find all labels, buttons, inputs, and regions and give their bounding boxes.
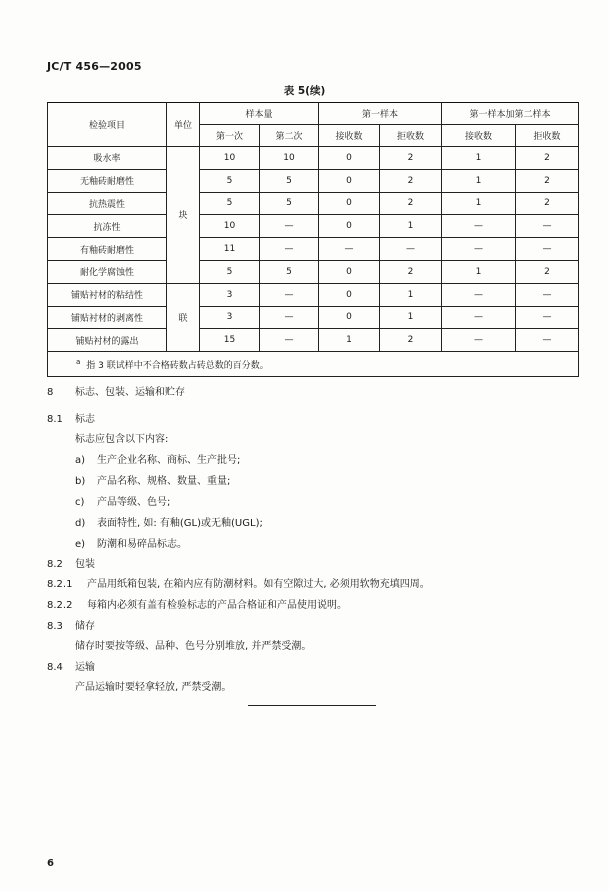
cell-n2: —: [260, 238, 319, 261]
cell-r1: —: [380, 238, 442, 261]
section-8-3-heading: [47, 617, 95, 632]
row-item: 抗热震性: [48, 192, 167, 215]
note-text: 指 3 联试样中不合格砖数占砖总数的百分数。: [86, 360, 269, 371]
section-number: 8.2: [47, 559, 63, 570]
section-number: 8.2.1: [47, 579, 73, 590]
row-item: 铺贴衬材的剥离性: [48, 306, 167, 329]
unit-cell-block: 块: [167, 147, 200, 284]
section-text: 每箱内必须有盖有检验标志的产品合格证和产品使用说明。: [87, 600, 347, 611]
sampling-table: [47, 102, 579, 377]
cell-a1: 0: [319, 306, 380, 329]
end-rule: [248, 705, 376, 706]
table-note-row: [48, 352, 579, 377]
list-item: [75, 472, 230, 487]
cell-r1: 2: [380, 192, 442, 215]
page-number: 6: [47, 858, 54, 869]
section-number: 8: [47, 387, 54, 398]
unit-cell-lian: 联: [167, 283, 200, 351]
cell-r2: —: [516, 215, 579, 238]
cell-a2: —: [442, 329, 516, 352]
list-text: 防潮和易碎品标志。: [97, 539, 187, 550]
row-item: 吸水率: [48, 147, 167, 170]
header-unit: 单位: [167, 103, 200, 147]
cell-r1: 2: [380, 169, 442, 192]
section-8-3-text: 储存时要按等级、品种、色号分别堆放, 并严禁受潮。: [75, 641, 312, 652]
cell-r1: 2: [380, 147, 442, 170]
cell-a1: 0: [319, 147, 380, 170]
list-label: b): [75, 476, 86, 487]
cell-n2: —: [260, 306, 319, 329]
section-number: 8.1: [47, 414, 63, 425]
row-item: 抗冻性: [48, 215, 167, 238]
section-8-2-2: [47, 596, 347, 611]
list-text: 生产企业名称、商标、生产批号;: [97, 455, 241, 466]
cell-r2: —: [516, 329, 579, 352]
cell-r1: 2: [380, 329, 442, 352]
list-text: 产品等级、色号;: [97, 497, 171, 508]
list-text: 产品名称、规格、数量、重量;: [97, 476, 231, 487]
table-note: [48, 352, 579, 377]
list-label: d): [75, 518, 86, 529]
cell-n1: 3: [200, 306, 260, 329]
cell-n1: 5: [200, 169, 260, 192]
section-title: 包装: [75, 559, 95, 570]
header-reject: 拒收数: [380, 125, 442, 147]
cell-a1: —: [319, 238, 380, 261]
header-accept-combined: 接收数: [442, 125, 516, 147]
section-8-1-heading: [47, 410, 95, 425]
cell-n2: 5: [260, 169, 319, 192]
table-row: [48, 238, 579, 261]
cell-a1: 0: [319, 215, 380, 238]
cell-n2: —: [260, 283, 319, 306]
table-row: [48, 260, 579, 283]
section-text: 产品用纸箱包装, 在箱内应有防潮材料。如有空隙过大, 必须用软物充填四周。: [87, 579, 430, 590]
header-item: 检验项目: [48, 103, 167, 147]
cell-r1: 1: [380, 283, 442, 306]
table-row: [48, 147, 579, 170]
cell-a2: —: [442, 238, 516, 261]
section-number: 8.4: [47, 662, 63, 673]
table-row: [48, 192, 579, 215]
header-accept: 接收数: [319, 125, 380, 147]
cell-a2: 1: [442, 260, 516, 283]
cell-a1: 0: [319, 260, 380, 283]
section-title: 标志、包装、运输和贮存: [75, 387, 185, 398]
list-label: c): [75, 497, 85, 508]
cell-a1: 0: [319, 169, 380, 192]
cell-n2: 5: [260, 260, 319, 283]
cell-a1: 0: [319, 192, 380, 215]
section-8-heading: [47, 383, 185, 398]
cell-r1: 1: [380, 306, 442, 329]
cell-n1: 5: [200, 192, 260, 215]
cell-r2: 2: [516, 260, 579, 283]
row-item: 铺贴衬材的露出: [48, 329, 167, 352]
header-sample-size: 样本量: [200, 103, 319, 125]
cell-a2: 1: [442, 147, 516, 170]
cell-n1: 10: [200, 147, 260, 170]
header-first: 第一次: [200, 125, 260, 147]
list-label: a): [75, 455, 86, 466]
section-number: 8.3: [47, 621, 63, 632]
section-title: 储存: [75, 621, 95, 632]
cell-r2: —: [516, 238, 579, 261]
row-item: 无釉砖耐磨性: [48, 169, 167, 192]
section-title: 标志: [75, 414, 95, 425]
cell-a2: —: [442, 306, 516, 329]
row-item: 耐化学腐蚀性: [48, 260, 167, 283]
list-item: [75, 535, 187, 550]
cell-n2: 5: [260, 192, 319, 215]
header-first-sample: 第一样本: [319, 103, 442, 125]
row-item: 铺贴衬材的粘结性: [48, 283, 167, 306]
cell-r2: 2: [516, 192, 579, 215]
cell-r2: —: [516, 306, 579, 329]
cell-a1: 0: [319, 283, 380, 306]
cell-r2: 2: [516, 169, 579, 192]
list-item: [75, 493, 170, 508]
cell-r1: 1: [380, 215, 442, 238]
section-8-4-heading: [47, 658, 95, 673]
cell-r2: 2: [516, 147, 579, 170]
cell-n1: 15: [200, 329, 260, 352]
section-number: 8.2.2: [47, 600, 73, 611]
cell-a2: 1: [442, 169, 516, 192]
table-row: [48, 306, 579, 329]
section-8-2-1: [47, 575, 430, 590]
standard-code: JC/T 456—2005: [47, 60, 142, 73]
list-text: 表面特性, 如: 有釉(GL)或无釉(UGL);: [97, 518, 263, 529]
list-item: [75, 514, 263, 529]
table-row: [48, 329, 579, 352]
section-8-4-text: 产品运输时要轻拿轻放, 严禁受潮。: [75, 682, 232, 693]
table-row: [48, 283, 579, 306]
row-item: 有釉砖耐磨性: [48, 238, 167, 261]
cell-n2: 10: [260, 147, 319, 170]
header-combined-sample: 第一样本加第二样本: [442, 103, 579, 125]
cell-a2: 1: [442, 192, 516, 215]
cell-a2: —: [442, 215, 516, 238]
cell-n2: —: [260, 215, 319, 238]
table-title: 表 5(续): [283, 85, 326, 97]
cell-n2: —: [260, 329, 319, 352]
cell-n1: 5: [200, 260, 260, 283]
cell-r1: 2: [380, 260, 442, 283]
cell-n1: 3: [200, 283, 260, 306]
note-marker: a: [76, 357, 81, 366]
cell-n1: 11: [200, 238, 260, 261]
cell-a2: —: [442, 283, 516, 306]
cell-r2: —: [516, 283, 579, 306]
section-8-1-intro: 标志应包含以下内容:: [75, 434, 169, 445]
section-title: 运输: [75, 662, 95, 673]
cell-n1: 10: [200, 215, 260, 238]
table-row: [48, 169, 579, 192]
list-label: e): [75, 539, 86, 550]
table-row: [48, 215, 579, 238]
cell-a1: 1: [319, 329, 380, 352]
section-8-2-heading: [47, 555, 95, 570]
header-reject-combined: 拒收数: [516, 125, 579, 147]
list-item: [75, 451, 240, 466]
header-second: 第二次: [260, 125, 319, 147]
